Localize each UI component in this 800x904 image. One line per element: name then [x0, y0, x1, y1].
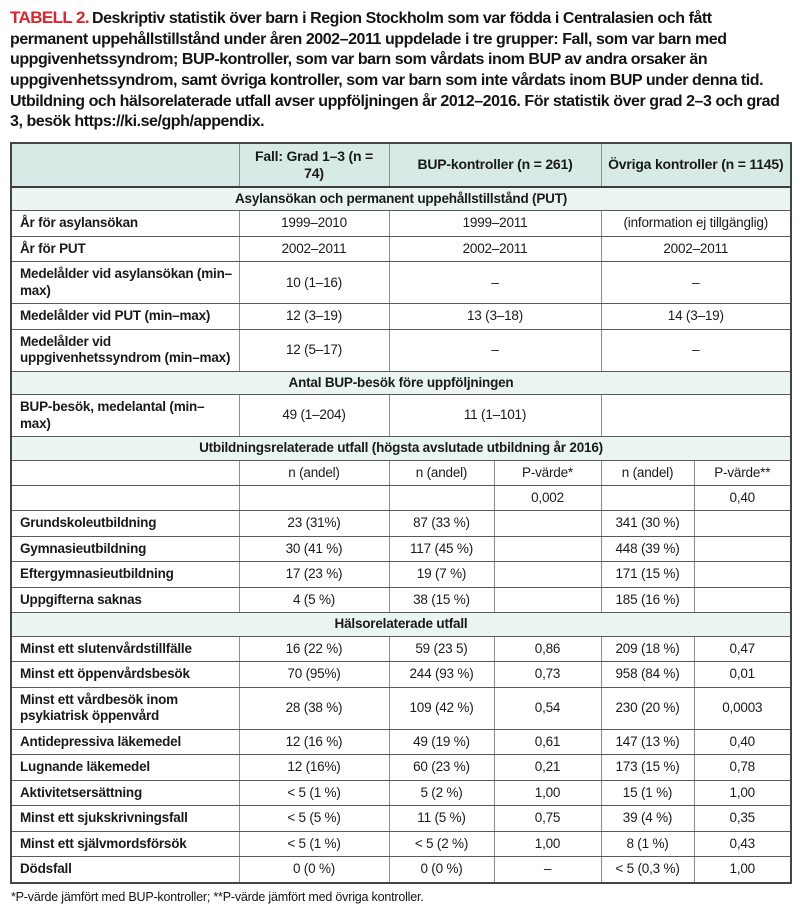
table-row: [11, 587, 791, 612]
cell-bup: 11 (1–101): [389, 395, 601, 437]
cell-bup-n: 5 (2 %): [389, 780, 494, 805]
cell-ovriga-n: 173 (15 %): [601, 755, 694, 780]
cell-ovriga-n: 185 (16 %): [601, 587, 694, 612]
column-header: Övriga kontroller (n = 1145): [601, 143, 791, 187]
cell-bup-p: 0,61: [494, 729, 601, 754]
column-header: [11, 143, 239, 187]
cell-bup-p: [494, 562, 601, 587]
cell-ovriga-n: [601, 486, 694, 511]
row-label: Medelålder vid PUT (min–max): [11, 304, 239, 329]
cell-fall: 17 (23 %): [239, 562, 389, 587]
cell-ovriga-p: [694, 511, 791, 536]
cell-fall: 30 (41 %): [239, 536, 389, 561]
table-row: [11, 395, 791, 437]
row-label: [11, 486, 239, 511]
cell-bup: 2002–2011: [389, 236, 601, 261]
table-row: [11, 562, 791, 587]
cell-fall: 16 (22 %): [239, 636, 389, 661]
cell-ovriga-p: [694, 536, 791, 561]
table-row: [11, 831, 791, 856]
row-label: År för PUT: [11, 236, 239, 261]
row-label: Uppgifterna saknas: [11, 587, 239, 612]
cell-ovriga-p: 0,47: [694, 636, 791, 661]
cell-ovriga-p: 0,40: [694, 486, 791, 511]
table-row: [11, 143, 791, 187]
section-header: Utbildningsrelaterade utfall (högsta avslutade utbildning år 2016): [11, 437, 791, 460]
row-label: Minst ett öppenvårdsbesök: [11, 662, 239, 687]
cell-ovriga-n: 8 (1 %): [601, 831, 694, 856]
cell-bup-n: 38 (15 %): [389, 587, 494, 612]
row-label: Eftergymnasieutbildning: [11, 562, 239, 587]
section-header: Asylansökan och permanent uppehållstillstånd (PUT): [11, 187, 791, 211]
cell-ovriga-n: 209 (18 %): [601, 636, 694, 661]
cell-fall: 12 (3–19): [239, 304, 389, 329]
cell-bup-p: P-värde*: [494, 460, 601, 485]
cell-ovriga-n: 15 (1 %): [601, 780, 694, 805]
table-number-label: TABELL 2.: [10, 8, 89, 27]
cell-fall: n (andel): [239, 460, 389, 485]
table-row: [11, 304, 791, 329]
cell-ovriga-p: 0,43: [694, 831, 791, 856]
cell-ovriga-n: 147 (13 %): [601, 729, 694, 754]
cell-bup-p: 0,002: [494, 486, 601, 511]
cell-ovriga-n: 448 (39 %): [601, 536, 694, 561]
footnote: *P-värde jämfört med BUP-kontroller; **P-värde jämfört med övriga kontroller.: [11, 889, 424, 904]
row-label: Minst ett självmordsförsök: [11, 831, 239, 856]
cell-fall: 12 (5–17): [239, 329, 389, 371]
row-label: Grundskoleutbildning: [11, 511, 239, 536]
cell-ovriga-n: < 5 (0,3 %): [601, 857, 694, 883]
cell-fall: < 5 (1 %): [239, 780, 389, 805]
section-header: Hälsorelaterade utfall: [11, 613, 791, 636]
cell-ovriga-p: [694, 562, 791, 587]
cell-bup-n: n (andel): [389, 460, 494, 485]
cell-bup-p: –: [494, 857, 601, 883]
cell-fall: 10 (1–16): [239, 262, 389, 304]
row-label: Dödsfall: [11, 857, 239, 883]
table-row: [11, 687, 791, 729]
row-label: Lugnande läkemedel: [11, 755, 239, 780]
table-row: [11, 806, 791, 831]
section-row: [11, 371, 791, 394]
table-row: [11, 662, 791, 687]
table-row: [11, 511, 791, 536]
row-label: Aktivitetsersättning: [11, 780, 239, 805]
cell-ovriga-p: P-värde**: [694, 460, 791, 485]
row-label: Minst ett sjukskrivningsfall: [11, 806, 239, 831]
cell-bup-p: 0,75: [494, 806, 601, 831]
row-label: Antidepressiva läkemedel: [11, 729, 239, 754]
cell-bup: 1999–2011: [389, 211, 601, 236]
row-label: Minst ett vårdbesök inom psykiatrisk öppenvård: [11, 687, 239, 729]
cell-fall: 4 (5 %): [239, 587, 389, 612]
cell-bup: –: [389, 262, 601, 304]
table-row: [11, 329, 791, 371]
column-header: Fall: Grad 1–3 (n = 74): [239, 143, 389, 187]
cell-ovriga-n: 171 (15 %): [601, 562, 694, 587]
table-row: [11, 236, 791, 261]
cell-bup-n: 11 (5 %): [389, 806, 494, 831]
cell-ovriga-p: 0,40: [694, 729, 791, 754]
cell-ovriga-p: 0,78: [694, 755, 791, 780]
table-body: [11, 143, 791, 883]
cell-bup-n: 244 (93 %): [389, 662, 494, 687]
cell-fall: 1999–2010: [239, 211, 389, 236]
column-header: BUP-kontroller (n = 261): [389, 143, 601, 187]
cell-ovriga-n: n (andel): [601, 460, 694, 485]
table-row: [11, 729, 791, 754]
row-label: Minst ett slutenvårdstillfälle: [11, 636, 239, 661]
cell-bup-p: [494, 587, 601, 612]
table-row: [11, 486, 791, 511]
cell-bup: 13 (3–18): [389, 304, 601, 329]
section-header: Antal BUP-besök före uppföljningen: [11, 371, 791, 394]
cell-ovriga: (information ej tillgänglig): [601, 211, 791, 236]
cell-fall: < 5 (1 %): [239, 831, 389, 856]
row-label: BUP-besök, medelantal (min–max): [11, 395, 239, 437]
cell-ovriga: 2002–2011: [601, 236, 791, 261]
cell-bup-n: [389, 486, 494, 511]
cell-fall: 70 (95%): [239, 662, 389, 687]
cell-bup-p: 0,21: [494, 755, 601, 780]
cell-ovriga-n: 230 (20 %): [601, 687, 694, 729]
cell-ovriga: [601, 395, 791, 437]
table-row: [11, 755, 791, 780]
cell-fall: 2002–2011: [239, 236, 389, 261]
section-row: [11, 437, 791, 460]
cell-ovriga-p: 0,0003: [694, 687, 791, 729]
table-row: [11, 460, 791, 485]
cell-ovriga-n: 958 (84 %): [601, 662, 694, 687]
cell-bup-n: 0 (0 %): [389, 857, 494, 883]
cell-ovriga-n: 341 (30 %): [601, 511, 694, 536]
cell-ovriga: 14 (3–19): [601, 304, 791, 329]
cell-bup-n: 109 (42 %): [389, 687, 494, 729]
table-row: [11, 211, 791, 236]
row-label: [11, 460, 239, 485]
row-label: Medelålder vid uppgivenhetssyndrom (min–max): [11, 329, 239, 371]
table-caption: [10, 7, 790, 133]
row-label: År för asylansökan: [11, 211, 239, 236]
cell-bup-n: 117 (45 %): [389, 536, 494, 561]
cell-ovriga-p: 1,00: [694, 857, 791, 883]
cell-bup-p: [494, 536, 601, 561]
row-label: Gymnasieutbildning: [11, 536, 239, 561]
cell-bup-p: 0,54: [494, 687, 601, 729]
cell-fall: 12 (16 %): [239, 729, 389, 754]
cell-ovriga: –: [601, 329, 791, 371]
cell-bup: –: [389, 329, 601, 371]
cell-bup-n: 59 (23 5): [389, 636, 494, 661]
cell-ovriga-p: 0,35: [694, 806, 791, 831]
cell-bup-n: 49 (19 %): [389, 729, 494, 754]
cell-fall: 49 (1–204): [239, 395, 389, 437]
statistics-table: [10, 142, 792, 884]
cell-bup-n: 19 (7 %): [389, 562, 494, 587]
cell-ovriga-n: 39 (4 %): [601, 806, 694, 831]
cell-fall: 12 (16%): [239, 755, 389, 780]
cell-bup-p: 1,00: [494, 780, 601, 805]
cell-fall: 23 (31%): [239, 511, 389, 536]
cell-ovriga-p: 1,00: [694, 780, 791, 805]
cell-ovriga: –: [601, 262, 791, 304]
table-row: [11, 536, 791, 561]
table-row: [11, 636, 791, 661]
cell-bup-p: 1,00: [494, 831, 601, 856]
cell-bup-n: 60 (23 %): [389, 755, 494, 780]
cell-bup-p: 0,73: [494, 662, 601, 687]
row-label: Medelålder vid asylansökan (min–max): [11, 262, 239, 304]
cell-ovriga-p: [694, 587, 791, 612]
cell-fall: [239, 486, 389, 511]
section-row: [11, 187, 791, 211]
cell-bup-p: 0,86: [494, 636, 601, 661]
caption-text: Deskriptiv statistik över barn i Region Stockholm som var födda i Centralasien och fått permanent uppehållstillstånd under åren 2002–2011 uppdelade i tre grupper: Fall, som var barn med uppgivenhetssyndrom; BUP-kontroller, som var barn som vårdats inom BUP av andra orsaker än uppgivenhetssyndrom, samt övriga kontroller, som var barn som inte vårdats inom BUP under denna tid. Utbildning och hälsorelaterade utfall avser uppföljningen år 2012–2016. För statistik över grad 2–3 och grad 3, besök https://ki.se/gph/appendix.: [10, 10, 780, 131]
cell-bup-p: [494, 511, 601, 536]
table-row: [11, 262, 791, 304]
table-row: [11, 857, 791, 883]
cell-bup-n: 87 (33 %): [389, 511, 494, 536]
cell-fall: 28 (38 %): [239, 687, 389, 729]
table-row: [11, 780, 791, 805]
cell-fall: < 5 (5 %): [239, 806, 389, 831]
cell-ovriga-p: 0,01: [694, 662, 791, 687]
cell-bup-n: < 5 (2 %): [389, 831, 494, 856]
section-row: [11, 613, 791, 636]
cell-fall: 0 (0 %): [239, 857, 389, 883]
